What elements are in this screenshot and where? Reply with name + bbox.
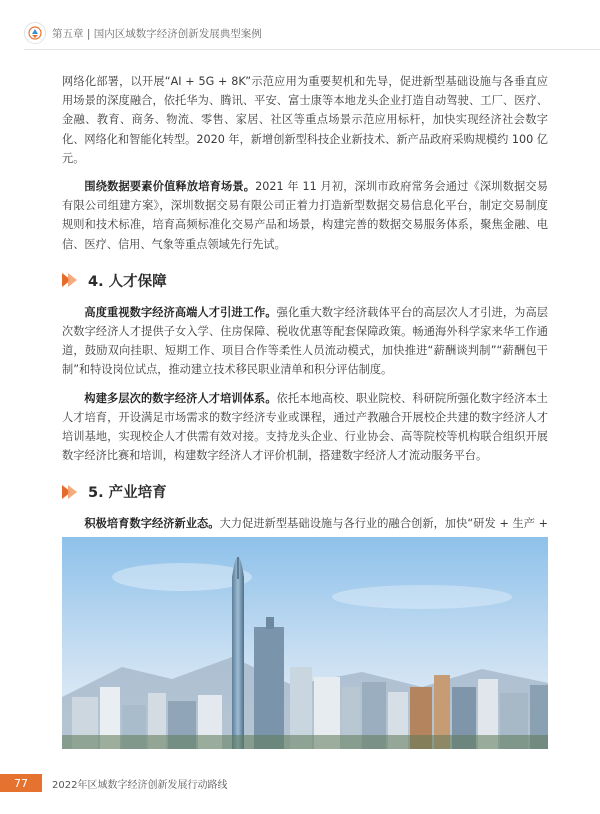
paragraph-2-body: 2021 年 11 月初，深圳市政府常务会通过《深圳数据交易有限公司组建方案》，深圳数据交易有限公司正着力打造新型数据交易信息化平台，制定交易制度规则和技术标准，培育高频标准化交易产品和场景，构建完善的数据交易服务体系，聚焦金融、电信、医疗、信用、气象等重点领域先行先试。 xyxy=(62,180,548,251)
paragraph-4 xyxy=(62,389,548,466)
paragraph-1: 网络化部署，以开展“AI + 5G + 8K”示范应用为重要契机和先导，促进新型基础设施与各垂直应用场景的深度融合，依托华为、腾讯、平安、富士康等本地龙头企业打造自动驾驶、工厂、医疗、金融、教育、商务、物流、零售、家居、社区等重点场景示范应用标杆，加快实现经济社会数字化、网络化和智能化转型。2020 年，新增创新型科技企业新技术、新产品政府采购规模约 100 亿元。 xyxy=(62,75,548,165)
paragraph-3-lead: 高度重视数字经济高端人才引进工作。 xyxy=(84,305,277,319)
paragraph-2-lead: 围绕数据要素价值释放培育场景。 xyxy=(84,180,256,194)
section-heading-4 xyxy=(62,270,548,291)
paragraph-2 xyxy=(62,177,548,254)
section-4-title: 4. 人才保障 xyxy=(88,273,167,290)
header-divider xyxy=(24,49,600,50)
double-arrow-icon xyxy=(62,485,80,499)
page-footer xyxy=(0,774,600,792)
paragraph-3 xyxy=(62,303,548,380)
book-title: 2022年区域数字经济创新发展行动路线 xyxy=(52,779,228,791)
page-number: 77 xyxy=(0,774,42,792)
page-header xyxy=(24,22,262,44)
paragraph-4-lead: 构建多层次的数字经济人才培训体系。 xyxy=(84,391,277,405)
chapter-title: 第五章 | 国内区域数字经济创新发展典型案例 xyxy=(52,27,262,40)
section-5-title: 5. 产业培育 xyxy=(88,485,167,502)
paragraph-5-body: 大力促进新型基础设施与各行业的融合创新，加快“研发 + 生产 + xyxy=(219,517,548,531)
paragraph-5-lead: 积极培育数字经济新业态。 xyxy=(84,517,220,531)
logo-icon xyxy=(24,22,46,44)
city-skyline-photo xyxy=(62,537,548,749)
double-arrow-icon xyxy=(62,273,80,287)
paragraph-3-body: 强化重大数字经济载体平台的高层次人才引进，为高层次数字经济人才提供子女入学、住房保障、税收优惠等配套保障政策。畅通海外科学家来华工作通道，鼓励双向挂职、短期工作、项目合作等柔性人员流动模式，加快推进“薪酬谈判制”“薪酬包干制”和特设岗位试点，推动建立技术移民职业清单和积分评估制度。 xyxy=(62,305,548,377)
skyscraper-landmark xyxy=(232,557,244,749)
section-heading-5 xyxy=(62,481,548,502)
paragraph-4-body: 依托本地高校、职业院校、科研院所强化数字经济本土人才培育，开设满足市场需求的数字经济专业或课程，通过产教融合开展校企共建的数字经济人才培训基地，实现校企人才供需有效对接。支持龙头企业、行业协会、高等院校等机构联合组织开展数字经济比赛和培训，构建数字经济人才评价机制，搭建数字经济人才流动服务平台。 xyxy=(62,391,548,463)
